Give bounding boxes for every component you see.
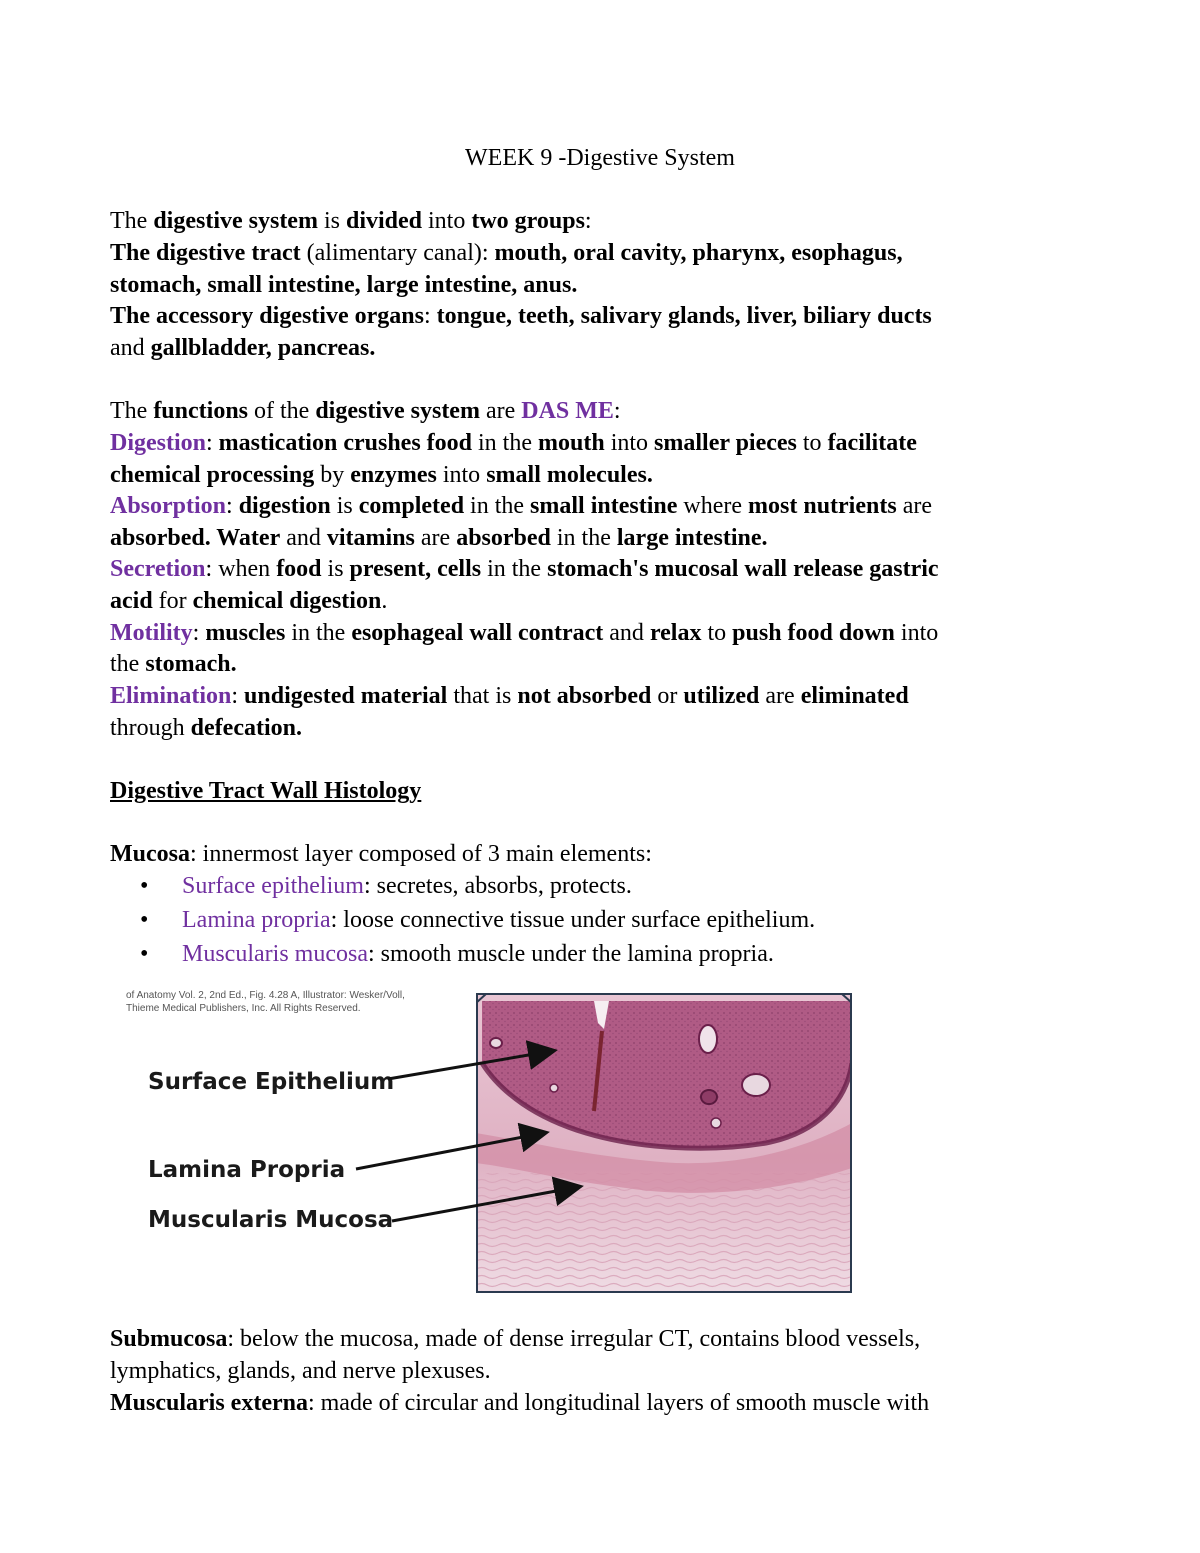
- text: into: [422, 208, 472, 234]
- term: digestive system: [153, 208, 318, 234]
- text: :: [192, 620, 206, 646]
- mucosa-lead: [110, 838, 652, 870]
- submucosa-line-2: [110, 1355, 491, 1387]
- motility-line-2: [110, 648, 237, 680]
- muscularis-externa-term: Muscularis externa: [110, 1390, 308, 1416]
- text: and: [280, 525, 327, 551]
- intro-line-3: [110, 269, 577, 301]
- digestion-line-1: [110, 427, 917, 459]
- layer-term: Surface epithelium: [182, 873, 364, 899]
- term: divided: [345, 208, 422, 234]
- intro-line-5: [110, 332, 375, 364]
- text: through: [110, 715, 191, 741]
- absorption-line-1: [110, 490, 932, 522]
- section-heading: Digestive Tract Wall Histology: [110, 778, 422, 804]
- text: food: [276, 556, 322, 582]
- text: lymphatics, glands, and nerve plexuses.: [110, 1358, 491, 1384]
- text: not absorbed: [517, 683, 652, 709]
- motility-line-1: [110, 617, 938, 649]
- text: esophageal wall contract: [351, 620, 604, 646]
- label-lamina-propria: Lamina Propria: [148, 1157, 346, 1183]
- text: are: [479, 398, 522, 424]
- text: mouth: [538, 430, 605, 456]
- label-arrows: [120, 985, 860, 1295]
- submucosa-line-1: [110, 1323, 920, 1355]
- layer-desc: : loose connective tissue under surface epithelium.: [330, 907, 816, 933]
- text: smaller pieces: [654, 430, 797, 456]
- accessory-organs-label: The accessory digestive organs: [110, 303, 424, 329]
- text: absorbed: [456, 525, 551, 551]
- figure-credit: Thieme Medical Publishers, Inc. All Rights Reserved.: [126, 1003, 361, 1014]
- layer-desc: : secretes, absorbs, protects.: [363, 873, 632, 899]
- text: facilitate: [827, 430, 917, 456]
- text: small molecules.: [486, 462, 653, 488]
- text: in the: [464, 493, 531, 519]
- function-term: Absorption: [110, 493, 227, 519]
- text: : innermost layer composed of 3 main elements:: [190, 841, 652, 867]
- layer-term: Lamina propria: [182, 907, 331, 933]
- muscularis-externa-line: [110, 1387, 929, 1419]
- text: into: [894, 620, 939, 646]
- secretion-line-1: [110, 553, 939, 585]
- submucosa-term: Submucosa: [110, 1326, 228, 1352]
- text: :: [231, 683, 245, 709]
- text: present, cells: [349, 556, 482, 582]
- function-term: Secretion: [110, 556, 206, 582]
- text: defecation.: [190, 715, 302, 741]
- text: into: [436, 462, 487, 488]
- text: large intestine.: [616, 525, 768, 551]
- text: are: [759, 683, 801, 709]
- text: :: [206, 430, 219, 456]
- absorption-line-2: [110, 522, 768, 554]
- text: completed: [358, 493, 465, 519]
- bullet-glyph: •: [140, 941, 149, 967]
- term: two groups: [471, 208, 585, 234]
- text: mastication crushes food: [218, 430, 472, 456]
- elimination-line-2: [110, 712, 302, 744]
- arrow-surface-epithelium: [388, 1051, 552, 1079]
- text: the: [110, 651, 146, 677]
- text: of the: [248, 398, 316, 424]
- text: :: [423, 303, 437, 329]
- text: is: [330, 493, 359, 519]
- text: that is: [447, 683, 518, 709]
- text: : when: [205, 556, 277, 582]
- secretion-line-2: [110, 585, 387, 617]
- text: :: [584, 208, 592, 234]
- layer-desc: : smooth muscle under the lamina propria.: [367, 941, 774, 967]
- text: utilized: [683, 683, 760, 709]
- text: push food down: [732, 620, 895, 646]
- text: to: [701, 620, 733, 646]
- arrow-muscularis-mucosa: [392, 1187, 578, 1221]
- intro-line-2: [110, 237, 903, 269]
- text: and: [603, 620, 650, 646]
- text: (alimentary canal):: [300, 240, 495, 266]
- text: : below the mucosa, made of dense irregular CT, contains blood vessels,: [227, 1326, 921, 1352]
- bullet-item: [182, 904, 815, 936]
- text: in the: [472, 430, 538, 456]
- text: and: [110, 335, 151, 361]
- bullet-glyph: •: [140, 907, 149, 933]
- digestion-line-2: [110, 459, 653, 491]
- mucosa-term: Mucosa: [110, 841, 190, 867]
- label-muscularis-mucosa: Muscularis Mucosa: [148, 1207, 394, 1233]
- term: digestive system: [315, 398, 480, 424]
- text: enzymes: [350, 462, 437, 488]
- text: The: [110, 398, 154, 424]
- text: are: [414, 525, 457, 551]
- acronym: DAS ME: [521, 398, 614, 424]
- bullet-glyph: •: [140, 873, 149, 899]
- text: to: [796, 430, 828, 456]
- term: functions: [153, 398, 248, 424]
- text: muscles: [205, 620, 286, 646]
- text: :: [613, 398, 621, 424]
- text: in the: [481, 556, 548, 582]
- text: : made of circular and longitudinal layers of smooth muscle with: [307, 1390, 930, 1416]
- digestive-tract-label: The digestive tract: [110, 240, 301, 266]
- figure-credit: of Anatomy Vol. 2, 2nd Ed., Fig. 4.28 A, Illustrator: Wesker/Voll,: [126, 990, 405, 1001]
- function-term: Motility: [110, 620, 193, 646]
- text: for: [152, 588, 193, 614]
- intro-line-4: [110, 300, 932, 332]
- text: in the: [285, 620, 352, 646]
- text: are: [896, 493, 932, 519]
- text: chemical digestion: [192, 588, 382, 614]
- tract-list: mouth, oral cavity, pharynx, esophagus,: [494, 240, 903, 266]
- function-term: Digestion: [110, 430, 206, 456]
- text: relax: [649, 620, 702, 646]
- text: :: [226, 493, 239, 519]
- text: vitamins: [326, 525, 415, 551]
- text: where: [677, 493, 749, 519]
- tract-list: stomach, small intestine, large intestine, anus.: [110, 272, 578, 298]
- text: stomach's mucosal wall release gastric: [547, 556, 939, 582]
- text: chemical processing: [110, 462, 315, 488]
- layer-term: Muscularis mucosa: [182, 941, 368, 967]
- text: eliminated: [800, 683, 909, 709]
- text: undigested material: [244, 683, 448, 709]
- functions-lead: [110, 395, 621, 427]
- text: into: [604, 430, 655, 456]
- bullet-item: [182, 870, 632, 902]
- text: by: [314, 462, 351, 488]
- page-title: WEEK 9 -Digestive System: [465, 145, 735, 171]
- intro-line-1: [110, 205, 592, 237]
- text: or: [651, 683, 684, 709]
- histology-figure: [120, 985, 860, 1295]
- text: is: [317, 208, 346, 234]
- text: in the: [550, 525, 617, 551]
- text: absorbed. Water: [110, 525, 281, 551]
- text: stomach.: [145, 651, 237, 677]
- accessory-list: tongue, teeth, salivary glands, liver, biliary ducts: [436, 303, 932, 329]
- bullet-item: [182, 938, 774, 970]
- text: acid: [110, 588, 153, 614]
- text: The: [110, 208, 154, 234]
- text: digestion: [238, 493, 331, 519]
- text: small intestine: [530, 493, 678, 519]
- function-term: Elimination: [110, 683, 232, 709]
- text: most nutrients: [748, 493, 897, 519]
- arrow-lamina-propria: [356, 1133, 544, 1169]
- text: .: [381, 588, 388, 614]
- text: is: [321, 556, 350, 582]
- elimination-line-1: [110, 680, 909, 712]
- accessory-list: gallbladder, pancreas.: [150, 335, 376, 361]
- label-surface-epithelium: Surface Epithelium: [148, 1069, 395, 1095]
